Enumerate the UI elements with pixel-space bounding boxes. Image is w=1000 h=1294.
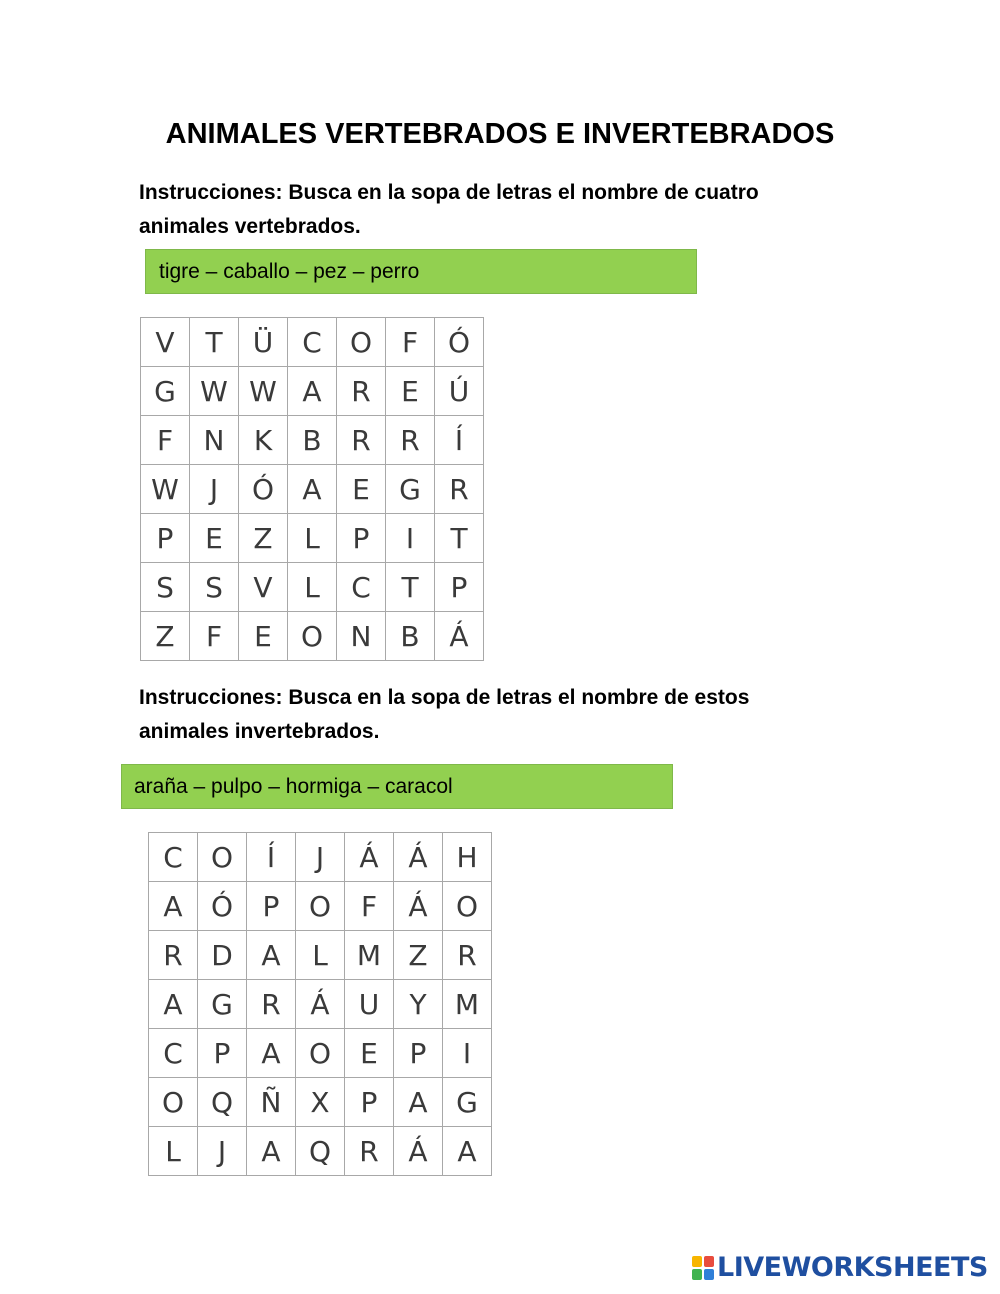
- liveworksheets-logo-icon: [692, 1256, 714, 1280]
- grid-cell[interactable]: Ó: [435, 318, 484, 367]
- grid-cell[interactable]: O: [337, 318, 386, 367]
- grid-cell[interactable]: P: [198, 1029, 247, 1078]
- grid-cell[interactable]: E: [337, 465, 386, 514]
- grid-cell[interactable]: O: [296, 882, 345, 931]
- grid-row: [149, 1078, 492, 1127]
- logo-text: LIVEWORKSHEETS: [717, 1252, 988, 1283]
- grid-cell[interactable]: A: [247, 931, 296, 980]
- grid-cell[interactable]: Ó: [239, 465, 288, 514]
- grid-cell[interactable]: J: [296, 833, 345, 882]
- grid-row: [149, 1029, 492, 1078]
- grid-cell[interactable]: R: [247, 980, 296, 1029]
- instructions-vertebrados: [139, 176, 839, 244]
- grid-cell[interactable]: I: [443, 1029, 492, 1078]
- grid-cell[interactable]: F: [345, 882, 394, 931]
- instruction-line: Instrucciones: Busca en la sopa de letras el nombre de estos: [139, 686, 750, 709]
- grid-cell[interactable]: G: [141, 367, 190, 416]
- grid-cell[interactable]: C: [337, 563, 386, 612]
- grid-cell[interactable]: J: [190, 465, 239, 514]
- grid-cell[interactable]: E: [190, 514, 239, 563]
- liveworksheets-logo[interactable]: [692, 1252, 988, 1283]
- grid-cell[interactable]: Á: [435, 612, 484, 661]
- grid-cell[interactable]: T: [435, 514, 484, 563]
- grid-cell[interactable]: R: [386, 416, 435, 465]
- grid-cell[interactable]: V: [141, 318, 190, 367]
- grid-cell[interactable]: P: [337, 514, 386, 563]
- grid-cell[interactable]: L: [149, 1127, 198, 1176]
- instruction-line: animales vertebrados.: [139, 215, 361, 238]
- grid-cell[interactable]: S: [190, 563, 239, 612]
- grid-row: [141, 465, 484, 514]
- grid-cell[interactable]: R: [337, 367, 386, 416]
- grid-cell[interactable]: V: [239, 563, 288, 612]
- grid-cell[interactable]: A: [443, 1127, 492, 1176]
- grid-row: [141, 563, 484, 612]
- grid-cell[interactable]: R: [443, 931, 492, 980]
- grid-cell[interactable]: J: [198, 1127, 247, 1176]
- grid-cell[interactable]: A: [394, 1078, 443, 1127]
- logo-square: [704, 1256, 714, 1267]
- grid-cell[interactable]: Z: [239, 514, 288, 563]
- grid-row: [141, 318, 484, 367]
- grid-cell[interactable]: Á: [394, 833, 443, 882]
- instructions-invertebrados: [139, 681, 839, 749]
- grid-cell[interactable]: Í: [247, 833, 296, 882]
- grid-cell[interactable]: B: [288, 416, 337, 465]
- grid-cell[interactable]: L: [288, 514, 337, 563]
- grid-row: [141, 612, 484, 661]
- grid-cell[interactable]: M: [345, 931, 394, 980]
- grid-cell[interactable]: Z: [141, 612, 190, 661]
- grid-cell[interactable]: C: [149, 833, 198, 882]
- instruction-line: animales invertebrados.: [139, 720, 380, 743]
- grid-cell[interactable]: P: [345, 1078, 394, 1127]
- grid-cell[interactable]: G: [443, 1078, 492, 1127]
- word-list-text: araña – pulpo – hormiga – caracol: [134, 774, 453, 798]
- grid-cell[interactable]: N: [190, 416, 239, 465]
- grid-cell[interactable]: O: [198, 833, 247, 882]
- grid-cell[interactable]: P: [394, 1029, 443, 1078]
- grid-cell[interactable]: G: [386, 465, 435, 514]
- grid-cell[interactable]: U: [345, 980, 394, 1029]
- grid-cell[interactable]: H: [443, 833, 492, 882]
- grid-cell[interactable]: R: [149, 931, 198, 980]
- grid-cell[interactable]: F: [190, 612, 239, 661]
- grid-cell[interactable]: A: [247, 1029, 296, 1078]
- grid-cell[interactable]: Á: [296, 980, 345, 1029]
- grid-row: [141, 416, 484, 465]
- grid-cell[interactable]: Á: [394, 1127, 443, 1176]
- grid-cell[interactable]: L: [288, 563, 337, 612]
- grid-cell[interactable]: Ü: [239, 318, 288, 367]
- grid-cell[interactable]: E: [345, 1029, 394, 1078]
- word-list-text: tigre – caballo – pez – perro: [159, 259, 420, 283]
- grid-cell[interactable]: A: [149, 882, 198, 931]
- grid-row: [141, 367, 484, 416]
- grid-cell[interactable]: C: [149, 1029, 198, 1078]
- grid-cell[interactable]: Ó: [198, 882, 247, 931]
- grid-cell[interactable]: Í: [435, 416, 484, 465]
- logo-square: [692, 1269, 702, 1280]
- grid-cell[interactable]: O: [443, 882, 492, 931]
- grid-cell[interactable]: W: [190, 367, 239, 416]
- grid-cell[interactable]: P: [141, 514, 190, 563]
- grid-row: [149, 1127, 492, 1176]
- grid-row: [149, 931, 492, 980]
- grid-cell[interactable]: Ñ: [247, 1078, 296, 1127]
- grid-cell[interactable]: A: [288, 465, 337, 514]
- grid-cell[interactable]: E: [239, 612, 288, 661]
- grid-cell[interactable]: E: [386, 367, 435, 416]
- grid-cell[interactable]: P: [247, 882, 296, 931]
- grid-row: [141, 514, 484, 563]
- grid-cell[interactable]: L: [296, 931, 345, 980]
- grid-row: [149, 882, 492, 931]
- grid-cell[interactable]: Y: [394, 980, 443, 1029]
- instruction-line: Instrucciones: Busca en la sopa de letras el nombre de cuatro: [139, 181, 759, 204]
- word-list-vertebrados: [145, 249, 697, 294]
- grid-cell[interactable]: R: [337, 416, 386, 465]
- grid-cell[interactable]: F: [386, 318, 435, 367]
- grid-cell[interactable]: G: [198, 980, 247, 1029]
- grid-cell[interactable]: F: [141, 416, 190, 465]
- logo-square: [692, 1256, 702, 1267]
- grid-row: [149, 833, 492, 882]
- grid-cell[interactable]: W: [141, 465, 190, 514]
- logo-square: [704, 1269, 714, 1280]
- page-title: ANIMALES VERTEBRADOS E INVERTEBRADOS: [165, 118, 835, 150]
- grid-cell[interactable]: C: [288, 318, 337, 367]
- grid-cell[interactable]: O: [288, 612, 337, 661]
- grid-cell[interactable]: Z: [394, 931, 443, 980]
- grid-cell[interactable]: A: [288, 367, 337, 416]
- grid-cell[interactable]: A: [247, 1127, 296, 1176]
- grid-cell[interactable]: M: [443, 980, 492, 1029]
- grid-cell[interactable]: Q: [296, 1127, 345, 1176]
- grid-cell[interactable]: N: [337, 612, 386, 661]
- grid-cell[interactable]: X: [296, 1078, 345, 1127]
- grid-cell[interactable]: K: [239, 416, 288, 465]
- grid-cell[interactable]: T: [190, 318, 239, 367]
- grid-cell[interactable]: T: [386, 563, 435, 612]
- grid-cell[interactable]: Ú: [435, 367, 484, 416]
- grid-cell[interactable]: Á: [345, 833, 394, 882]
- grid-row: [149, 980, 492, 1029]
- word-search-grid-invertebrados: [148, 832, 492, 1176]
- grid-cell[interactable]: I: [386, 514, 435, 563]
- word-search-grid-vertebrados: [140, 317, 484, 661]
- grid-cell[interactable]: S: [141, 563, 190, 612]
- grid-cell[interactable]: A: [149, 980, 198, 1029]
- grid-cell[interactable]: W: [239, 367, 288, 416]
- grid-cell[interactable]: P: [435, 563, 484, 612]
- grid-cell[interactable]: R: [345, 1127, 394, 1176]
- grid-cell[interactable]: D: [198, 931, 247, 980]
- grid-cell[interactable]: O: [149, 1078, 198, 1127]
- grid-cell[interactable]: R: [435, 465, 484, 514]
- grid-cell[interactable]: B: [386, 612, 435, 661]
- word-list-invertebrados: [121, 764, 673, 809]
- grid-cell[interactable]: O: [296, 1029, 345, 1078]
- grid-cell[interactable]: Á: [394, 882, 443, 931]
- grid-cell[interactable]: Q: [198, 1078, 247, 1127]
